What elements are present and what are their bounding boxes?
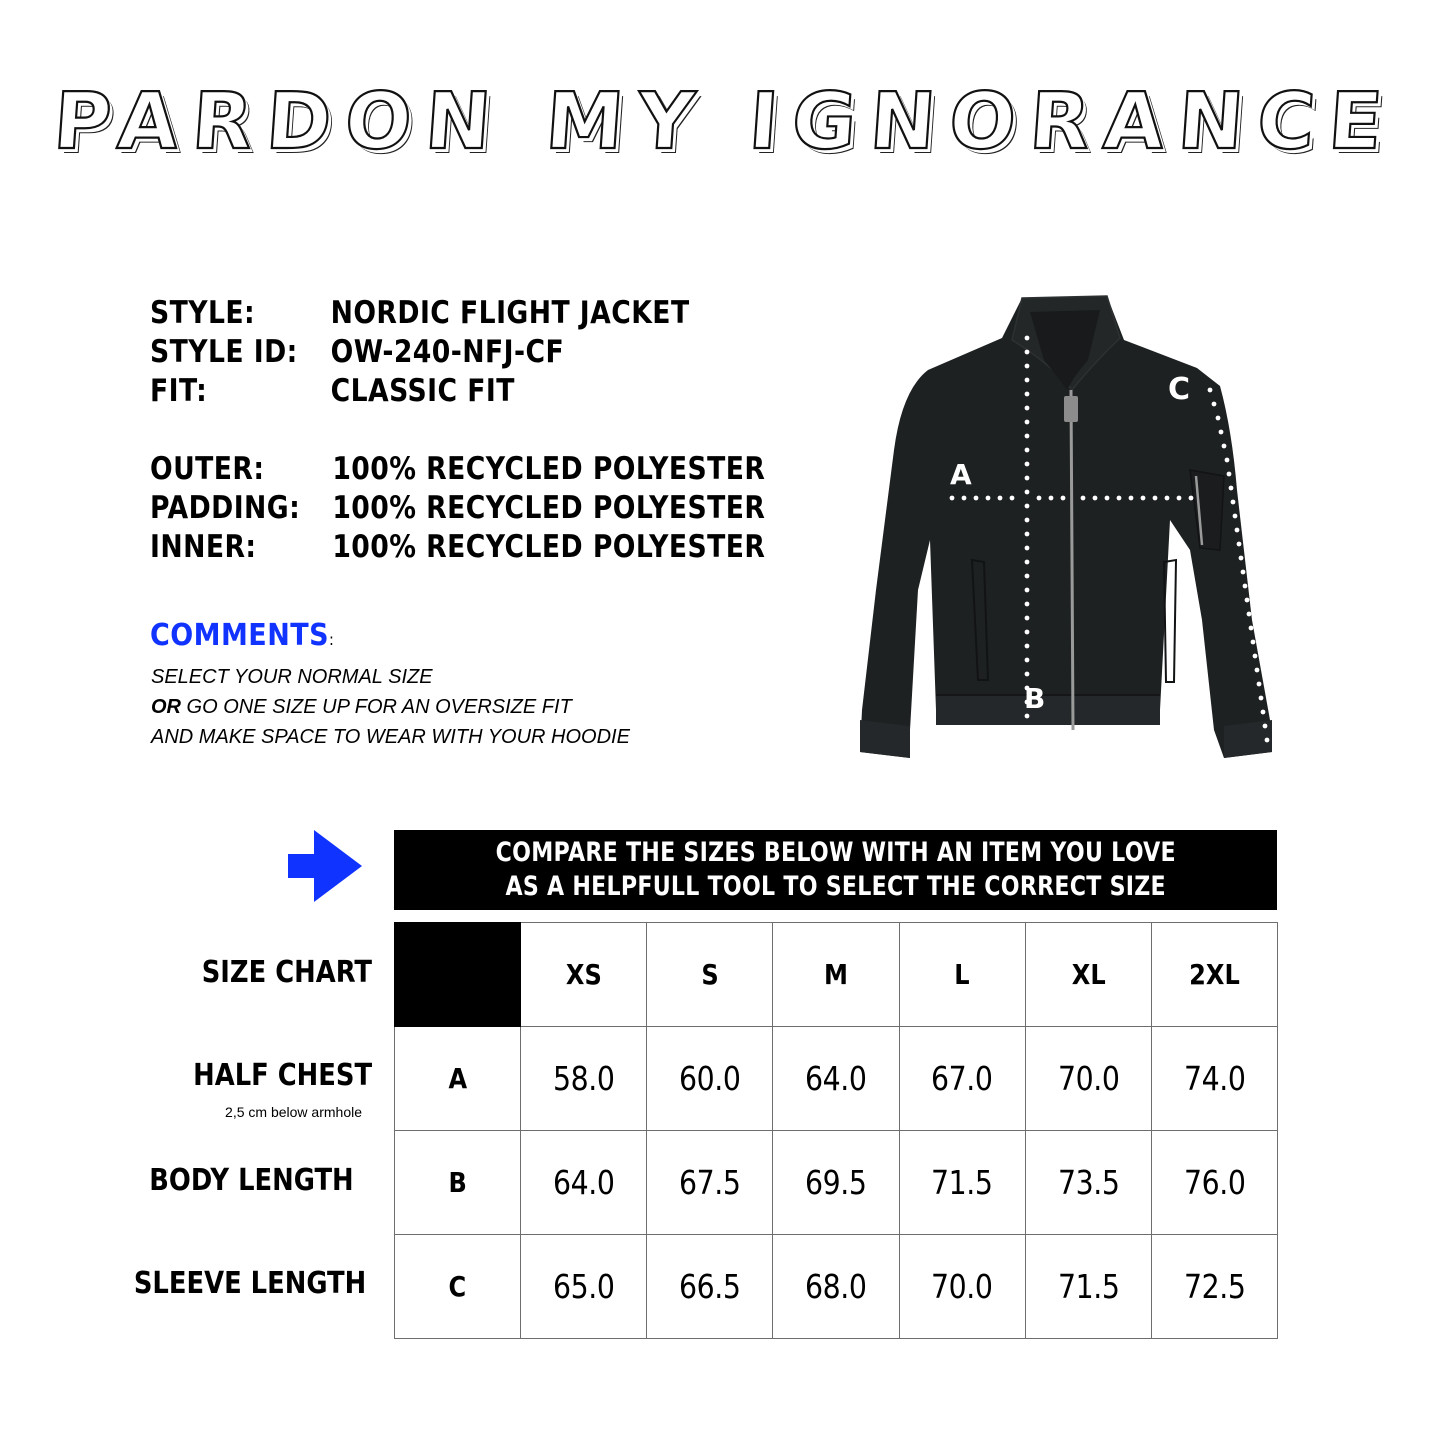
spec-label: STYLE:: [150, 295, 256, 331]
table-cell: 67.0: [899, 1027, 1025, 1131]
row-label-half-chest: HALF CHEST: [193, 1058, 372, 1093]
spec-label: FIT:: [150, 373, 208, 409]
table-cell: 71.5: [1025, 1235, 1151, 1339]
spec-value: 100% RECYCLED POLYESTER: [332, 529, 766, 565]
row-key: A: [395, 1027, 521, 1131]
table-cell: 76.0: [1151, 1131, 1277, 1235]
spec-style-id: [150, 333, 690, 372]
comment-line-1: SELECT YOUR NORMAL SIZE: [151, 666, 433, 688]
spec-value: NORDIC FLIGHT JACKET: [330, 295, 690, 331]
size-chart-table: [394, 922, 1278, 1339]
spec-value: 100% RECYCLED POLYESTER: [332, 451, 766, 487]
table-cell: 64.0: [521, 1131, 647, 1235]
row-label-sleeve-length: SLEEVE LENGTH: [133, 1266, 366, 1301]
table-header-row: [395, 923, 1278, 1027]
spec-outer: [150, 450, 765, 489]
comments-colon: :: [329, 630, 335, 649]
table-row: [395, 1235, 1278, 1339]
table-cell: 68.0: [773, 1235, 899, 1339]
brand-title: PARDON MY IGNORANCE: [50, 77, 1400, 167]
comments-title: COMMENTS: [150, 618, 330, 653]
comments-heading: [150, 618, 334, 653]
table-row: [395, 1027, 1278, 1131]
table-row: [395, 1131, 1278, 1235]
banner-line-2: AS A HELPFULL TOOL TO SELECT THE CORRECT SIZE: [505, 871, 1166, 902]
table-cell: 70.0: [1025, 1027, 1151, 1131]
table-corner: [395, 923, 521, 1027]
spec-label: INNER:: [150, 529, 257, 565]
comment-line-2-rest: GO ONE SIZE UP FOR AN OVERSIZE FIT: [181, 696, 572, 718]
banner-line-1: COMPARE THE SIZES BELOW WITH AN ITEM YOU LOVE: [495, 837, 1176, 868]
spec-label: STYLE ID:: [150, 334, 298, 370]
row-sublabel-half-chest: 2,5 cm below armhole: [225, 1104, 362, 1120]
table-cell: 58.0: [521, 1027, 647, 1131]
spec-padding: [150, 489, 765, 528]
comments-body: [151, 662, 630, 752]
marker-c: C: [1168, 372, 1191, 407]
spec-fit: [150, 372, 690, 411]
size-header-s: S: [647, 923, 773, 1027]
marker-b: B: [1024, 682, 1046, 715]
table-cell: 73.5: [1025, 1131, 1151, 1235]
size-header-xs: XS: [521, 923, 647, 1027]
table-cell: 64.0: [773, 1027, 899, 1131]
marker-a: A: [950, 458, 972, 491]
compare-sizes-banner: [394, 830, 1277, 910]
table-cell: 60.0: [647, 1027, 773, 1131]
table-cell: 65.0: [521, 1235, 647, 1339]
size-header-l: L: [899, 923, 1025, 1027]
jacket-illustration: [852, 290, 1292, 760]
spec-label: PADDING:: [150, 490, 301, 526]
table-cell: 66.5: [647, 1235, 773, 1339]
table-cell: 69.5: [773, 1131, 899, 1235]
product-specs: [150, 294, 690, 411]
size-chart-title: SIZE CHART: [201, 955, 372, 990]
row-key: B: [395, 1131, 521, 1235]
spec-inner: [150, 528, 765, 567]
table-cell: 70.0: [899, 1235, 1025, 1339]
comment-line-2: [151, 692, 630, 722]
table-cell: 71.5: [899, 1131, 1025, 1235]
jacket-measurement-diagram: [852, 290, 1292, 760]
spec-label: OUTER:: [150, 451, 265, 487]
size-header-2xl: 2XL: [1151, 923, 1277, 1027]
table-cell: 67.5: [647, 1131, 773, 1235]
spec-value: 100% RECYCLED POLYESTER: [332, 490, 766, 526]
size-header-m: M: [773, 923, 899, 1027]
table-cell: 74.0: [1151, 1027, 1277, 1131]
material-specs: [150, 450, 765, 567]
size-header-xl: XL: [1025, 923, 1151, 1027]
comment-or: OR: [151, 696, 181, 718]
table-cell: 72.5: [1151, 1235, 1277, 1339]
comment-line-3: AND MAKE SPACE TO WEAR WITH YOUR HOODIE: [151, 726, 630, 748]
spec-value: OW-240-NFJ-CF: [330, 334, 565, 370]
row-key: C: [395, 1235, 521, 1339]
row-label-body-length: BODY LENGTH: [149, 1163, 354, 1198]
spec-style: [150, 294, 690, 333]
arrow-right-icon: [288, 830, 362, 902]
spec-value: CLASSIC FIT: [330, 373, 515, 409]
